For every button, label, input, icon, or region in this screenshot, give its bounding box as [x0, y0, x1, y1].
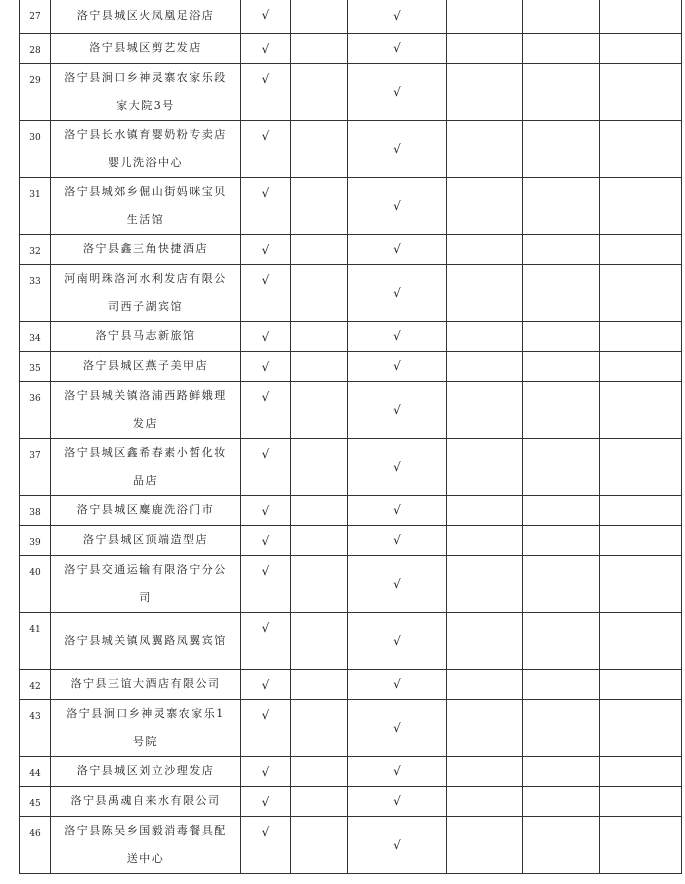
empty-cell [600, 525, 682, 555]
row-number: 28 [20, 33, 51, 63]
empty-cell [447, 234, 523, 264]
empty-cell [523, 120, 600, 177]
empty-cell [523, 0, 600, 33]
empty-cell [447, 264, 523, 321]
table-row [20, 351, 682, 381]
empty-cell [600, 612, 682, 669]
row-number: 34 [20, 321, 51, 351]
row-number: 38 [20, 495, 51, 525]
empty-cell [291, 120, 348, 177]
empty-cell [447, 381, 523, 438]
empty-cell [291, 756, 348, 786]
empty-cell [291, 264, 348, 321]
row-name: 洛宁县城区火凤凰足浴店 [51, 0, 241, 33]
check-mark: √ [348, 351, 447, 381]
empty-cell [523, 351, 600, 381]
check-mark: √ [241, 234, 291, 264]
check-mark: √ [241, 63, 291, 120]
empty-cell [291, 63, 348, 120]
check-mark: √ [348, 120, 447, 177]
row-name: 洛宁县三谊大酒店有限公司 [51, 669, 241, 699]
table-row [20, 381, 682, 438]
empty-cell [447, 321, 523, 351]
row-number: 42 [20, 669, 51, 699]
empty-cell [523, 816, 600, 873]
row-name: 洛宁县城关镇凤翼路凤翼宾馆 [51, 612, 241, 669]
row-name: 洛宁县城区鑫希春素小皙化妆品店 [51, 438, 241, 495]
check-mark: √ [348, 264, 447, 321]
empty-cell [447, 612, 523, 669]
check-mark: √ [348, 555, 447, 612]
empty-cell [600, 756, 682, 786]
row-number: 44 [20, 756, 51, 786]
empty-cell [523, 555, 600, 612]
empty-cell [523, 495, 600, 525]
table-row [20, 555, 682, 612]
row-number: 33 [20, 264, 51, 321]
table-row [20, 33, 682, 63]
row-name: 洛宁县城区顶端造型店 [51, 525, 241, 555]
check-mark: √ [241, 699, 291, 756]
empty-cell [447, 699, 523, 756]
check-mark: √ [348, 177, 447, 234]
check-mark: √ [348, 33, 447, 63]
empty-cell [600, 351, 682, 381]
row-number: 41 [20, 612, 51, 669]
empty-cell [600, 555, 682, 612]
row-number: 31 [20, 177, 51, 234]
table-row [20, 525, 682, 555]
row-number: 36 [20, 381, 51, 438]
row-number: 39 [20, 525, 51, 555]
empty-cell [447, 33, 523, 63]
check-mark: √ [348, 321, 447, 351]
empty-cell [447, 786, 523, 816]
row-name: 洛宁县城关镇洛浦西路鲜娥理发店 [51, 381, 241, 438]
row-number: 30 [20, 120, 51, 177]
empty-cell [447, 351, 523, 381]
row-name: 洛宁县涧口乡神灵寨农家乐段家大院3号 [51, 63, 241, 120]
row-name: 洛宁县城区刘立沙理发店 [51, 756, 241, 786]
empty-cell [447, 438, 523, 495]
check-mark: √ [241, 0, 291, 33]
row-number: 43 [20, 699, 51, 756]
check-mark: √ [348, 612, 447, 669]
empty-cell [291, 786, 348, 816]
empty-cell [600, 63, 682, 120]
check-mark: √ [348, 525, 447, 555]
empty-cell [523, 699, 600, 756]
empty-cell [523, 525, 600, 555]
empty-cell [447, 669, 523, 699]
row-number: 29 [20, 63, 51, 120]
table-row [20, 0, 682, 33]
empty-cell [523, 438, 600, 495]
check-mark: √ [348, 669, 447, 699]
empty-cell [291, 381, 348, 438]
empty-cell [600, 0, 682, 33]
row-name: 河南明珠洛河水利发店有限公司西子湖宾馆 [51, 264, 241, 321]
table-row [20, 495, 682, 525]
empty-cell [523, 786, 600, 816]
row-name: 洛宁县马志新旅馆 [51, 321, 241, 351]
check-mark: √ [241, 786, 291, 816]
empty-cell [447, 525, 523, 555]
row-name: 洛宁县城郊乡倔山街妈咪宝贝生活馆 [51, 177, 241, 234]
empty-cell [600, 177, 682, 234]
empty-cell [291, 699, 348, 756]
table-row [20, 669, 682, 699]
check-mark: √ [348, 234, 447, 264]
empty-cell [523, 264, 600, 321]
check-mark: √ [241, 33, 291, 63]
row-number: 27 [20, 0, 51, 33]
table-row [20, 612, 682, 669]
table-row [20, 234, 682, 264]
check-mark: √ [241, 321, 291, 351]
empty-cell [447, 0, 523, 33]
table-body [20, 0, 682, 873]
empty-cell [600, 321, 682, 351]
table-row [20, 699, 682, 756]
check-mark: √ [241, 612, 291, 669]
empty-cell [523, 321, 600, 351]
empty-cell [600, 699, 682, 756]
row-name: 洛宁县鑫三角快捷酒店 [51, 234, 241, 264]
check-mark: √ [241, 555, 291, 612]
table-row [20, 438, 682, 495]
empty-cell [447, 177, 523, 234]
table-row [20, 756, 682, 786]
row-name: 洛宁县城区燕子美甲店 [51, 351, 241, 381]
empty-cell [291, 351, 348, 381]
check-mark: √ [241, 381, 291, 438]
row-number: 32 [20, 234, 51, 264]
row-number: 37 [20, 438, 51, 495]
check-mark: √ [348, 63, 447, 120]
table-row [20, 177, 682, 234]
empty-cell [600, 381, 682, 438]
row-number: 40 [20, 555, 51, 612]
check-mark: √ [348, 381, 447, 438]
empty-cell [291, 816, 348, 873]
empty-cell [523, 669, 600, 699]
row-name: 洛宁县城区麋鹿洗浴门市 [51, 495, 241, 525]
check-mark: √ [348, 699, 447, 756]
empty-cell [291, 669, 348, 699]
empty-cell [600, 234, 682, 264]
empty-cell [291, 612, 348, 669]
empty-cell [600, 786, 682, 816]
table-row [20, 264, 682, 321]
check-mark: √ [348, 495, 447, 525]
empty-cell [523, 756, 600, 786]
empty-cell [291, 0, 348, 33]
empty-cell [291, 438, 348, 495]
check-mark: √ [348, 0, 447, 33]
inspection-table [19, 0, 682, 874]
table-row [20, 786, 682, 816]
empty-cell [447, 816, 523, 873]
check-mark: √ [241, 756, 291, 786]
check-mark: √ [241, 816, 291, 873]
check-mark: √ [348, 438, 447, 495]
empty-cell [600, 438, 682, 495]
empty-cell [447, 555, 523, 612]
empty-cell [447, 120, 523, 177]
empty-cell [600, 33, 682, 63]
row-name: 洛宁县长水镇育婴奶粉专卖店婴儿洗浴中心 [51, 120, 241, 177]
empty-cell [600, 669, 682, 699]
empty-cell [447, 756, 523, 786]
check-mark: √ [348, 786, 447, 816]
check-mark: √ [348, 756, 447, 786]
table-row [20, 321, 682, 351]
row-number: 45 [20, 786, 51, 816]
check-mark: √ [241, 438, 291, 495]
empty-cell [523, 33, 600, 63]
table-row [20, 816, 682, 873]
empty-cell [291, 234, 348, 264]
empty-cell [600, 264, 682, 321]
empty-cell [600, 495, 682, 525]
row-name: 洛宁县禹魂自来水有限公司 [51, 786, 241, 816]
check-mark: √ [241, 351, 291, 381]
empty-cell [447, 63, 523, 120]
empty-cell [600, 120, 682, 177]
empty-cell [291, 525, 348, 555]
empty-cell [600, 816, 682, 873]
check-mark: √ [241, 495, 291, 525]
row-name: 洛宁县城区剪艺发店 [51, 33, 241, 63]
empty-cell [523, 234, 600, 264]
table-row [20, 63, 682, 120]
empty-cell [291, 495, 348, 525]
empty-cell [291, 177, 348, 234]
row-name: 洛宁县交通运输有限洛宁分公司 [51, 555, 241, 612]
row-name: 洛宁县涧口乡神灵寨农家乐1号院 [51, 699, 241, 756]
empty-cell [523, 63, 600, 120]
row-name: 洛宁县陈吴乡国毅消毒餐具配送中心 [51, 816, 241, 873]
row-number: 35 [20, 351, 51, 381]
empty-cell [523, 612, 600, 669]
check-mark: √ [241, 264, 291, 321]
empty-cell [291, 33, 348, 63]
check-mark: √ [241, 525, 291, 555]
empty-cell [523, 177, 600, 234]
check-mark: √ [241, 177, 291, 234]
check-mark: √ [241, 120, 291, 177]
empty-cell [291, 555, 348, 612]
table-row [20, 120, 682, 177]
empty-cell [291, 321, 348, 351]
check-mark: √ [348, 816, 447, 873]
empty-cell [523, 381, 600, 438]
empty-cell [447, 495, 523, 525]
check-mark: √ [241, 669, 291, 699]
row-number: 46 [20, 816, 51, 873]
